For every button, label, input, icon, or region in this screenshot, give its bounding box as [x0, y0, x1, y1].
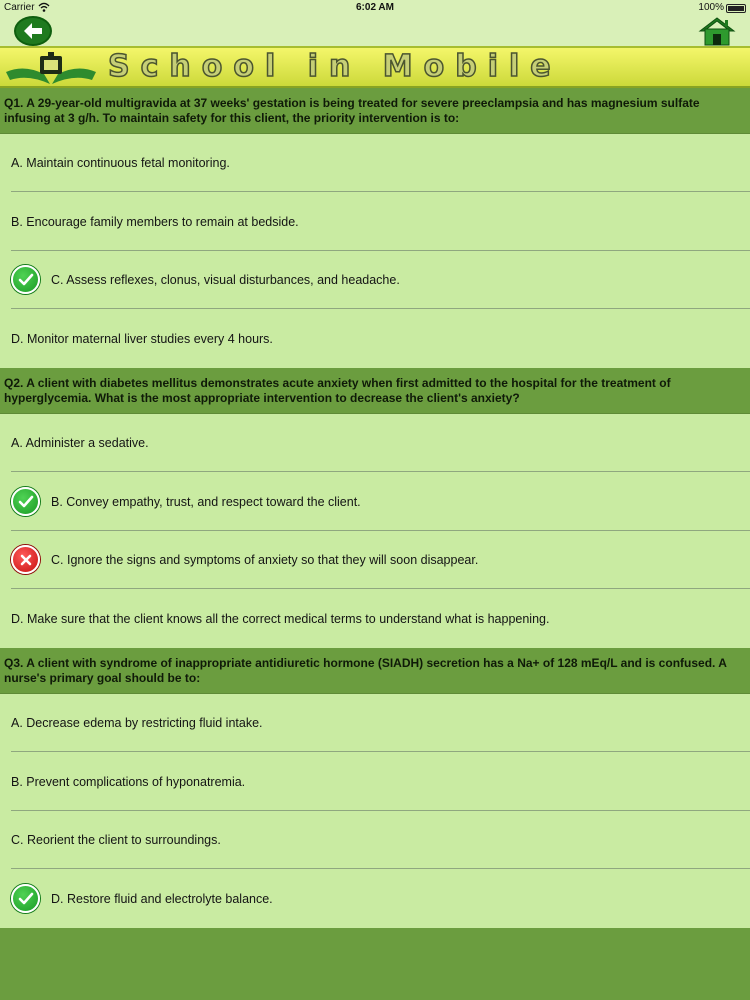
clock: 6:02 AM — [356, 2, 394, 13]
carrier-label: Carrier — [4, 2, 35, 13]
divider — [11, 191, 750, 192]
answer-option[interactable] — [0, 694, 750, 752]
answer-option[interactable] — [0, 310, 750, 368]
option-label: D. Make sure that the client knows all the correct medical terms to understand what is happening. — [11, 612, 550, 626]
divider — [11, 308, 750, 309]
divider — [11, 588, 750, 589]
checkmark-icon — [11, 265, 40, 294]
question-text: Q2. A client with diabetes mellitus demonstrates acute anxiety when first admitted to the hospital for the treatment of hyperglycemia. What is the most appropriate intervention to decrease the client's anxiety? — [4, 376, 671, 405]
arrow-left-icon — [22, 22, 44, 40]
app-banner — [0, 46, 750, 88]
nav-bar — [0, 16, 750, 46]
option-label: A. Maintain continuous fetal monitoring. — [11, 156, 230, 170]
divider — [11, 471, 750, 472]
answer-option[interactable] — [0, 193, 750, 251]
option-label: B. Convey empathy, trust, and respect toward the client. — [51, 495, 361, 509]
answer-option-correct[interactable] — [0, 870, 750, 928]
answer-option-correct[interactable] — [0, 251, 750, 309]
home-icon — [698, 16, 736, 46]
answer-option[interactable] — [0, 414, 750, 472]
back-button[interactable] — [14, 16, 52, 46]
answer-option-wrong[interactable] — [0, 531, 750, 589]
question-2 — [0, 368, 750, 414]
divider — [11, 751, 750, 752]
answer-option[interactable] — [0, 134, 750, 192]
answer-option-correct[interactable] — [0, 473, 750, 531]
battery-percent: 100% — [698, 2, 724, 13]
answer-option[interactable] — [0, 811, 750, 869]
option-label: A. Administer a sedative. — [11, 436, 149, 450]
question-text: Q1. A 29-year-old multigravida at 37 weeks' gestation is being treated for severe preeclampsia and has magnesium sulfate infusing at 3 g/h. To maintain safety for this client, the priority intervention is to: — [4, 96, 700, 125]
answer-option[interactable] — [0, 753, 750, 811]
battery-icon — [726, 4, 746, 13]
app-title: School in Mobile — [108, 49, 562, 84]
answer-option[interactable] — [0, 590, 750, 648]
home-button[interactable] — [698, 16, 736, 46]
option-label: D. Monitor maternal liver studies every 4 hours. — [11, 332, 273, 346]
question-1 — [0, 88, 750, 134]
option-label: B. Prevent complications of hyponatremia. — [11, 775, 246, 789]
cross-icon — [11, 545, 40, 574]
option-label: A. Decrease edema by restricting fluid intake. — [11, 716, 263, 730]
status-bar — [0, 0, 750, 16]
option-label: D. Restore fluid and electrolyte balance. — [51, 892, 273, 906]
footer-bar — [0, 928, 750, 1000]
question-text: Q3. A client with syndrome of inappropriate antidiuretic hormone (SIADH) secretion has a Na+ of 128 mEq/L and is confused. A nurse's primary goal should be to: — [4, 656, 727, 685]
option-label: C. Ignore the signs and symptoms of anxiety so that they will soon disappear. — [51, 553, 479, 567]
question-3 — [0, 648, 750, 694]
checkmark-icon — [11, 884, 40, 913]
option-label: C. Reorient the client to surroundings. — [11, 833, 221, 847]
divider — [11, 868, 750, 869]
option-label: B. Encourage family members to remain at bedside. — [11, 215, 299, 229]
checkmark-icon — [11, 487, 40, 516]
school-logo-icon — [4, 50, 98, 86]
option-label: C. Assess reflexes, clonus, visual disturbances, and headache. — [51, 273, 400, 287]
